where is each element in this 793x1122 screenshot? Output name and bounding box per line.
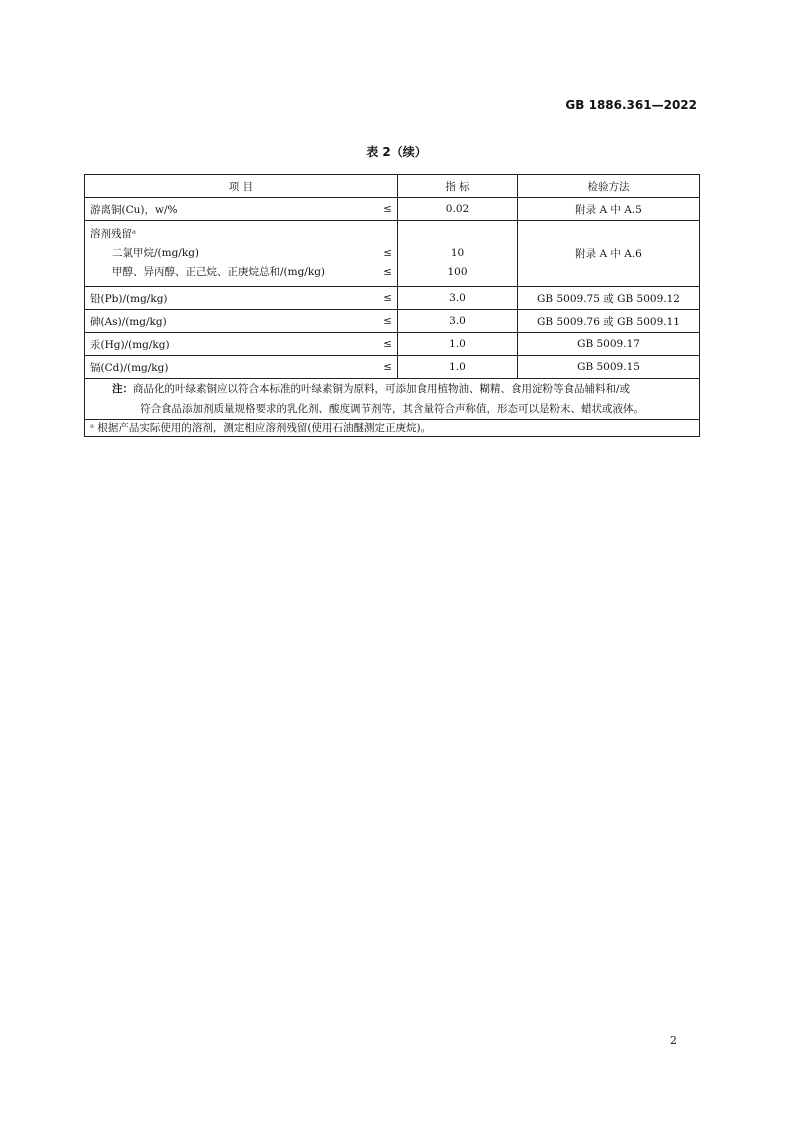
- method-cell: GB 5009.17: [518, 333, 700, 356]
- method-cell: 附录 A 中 A.6: [518, 221, 700, 287]
- standard-code: GB 1886.361—2022: [565, 98, 697, 112]
- method-cell: GB 5009.76 或 GB 5009.11: [518, 310, 700, 333]
- value-cell: 100: [447, 266, 468, 278]
- column-header-index: 指 标: [398, 175, 518, 198]
- item-cell: 溶剂残留ᵃ: [90, 228, 137, 240]
- table-footnote-row: [85, 420, 700, 437]
- table-row-lead: [85, 287, 700, 310]
- page-number: 2: [670, 1034, 677, 1047]
- value-cell: 1.0: [398, 356, 518, 379]
- le-symbol: ≤: [383, 247, 392, 259]
- method-cell: GB 5009.75 或 GB 5009.12: [518, 287, 700, 310]
- value-cell: 1.0: [398, 333, 518, 356]
- table-title: 表 2（续）: [366, 145, 427, 159]
- footnote-text: ᵃ 根据产品实际使用的溶剂，测定相应溶剂残留(使用石油醚测定正庚烷)。: [85, 420, 700, 437]
- sub-item-dichloromethane: 二氯甲烷/(mg/kg): [112, 247, 200, 259]
- le-symbol: ≤: [383, 266, 392, 278]
- value-cell: 0.02: [398, 198, 518, 221]
- le-symbol: ≤: [370, 333, 398, 356]
- le-symbol: ≤: [370, 310, 398, 333]
- value-cell: 3.0: [398, 287, 518, 310]
- table-header-row: [85, 175, 700, 198]
- le-symbol: ≤: [370, 198, 398, 221]
- table-row-cadmium: [85, 356, 700, 379]
- sub-item-solvent-sum: 甲醇、异丙醇、正己烷、正庚烷总和/(mg/kg): [112, 266, 326, 278]
- method-cell: 附录 A 中 A.5: [518, 198, 700, 221]
- item-cell: 汞(Hg)/(mg/kg): [85, 333, 370, 356]
- column-header-method: 检验方法: [518, 175, 700, 198]
- method-cell: GB 5009.15: [518, 356, 700, 379]
- specification-table: [84, 174, 700, 437]
- column-header-item: 项 目: [85, 175, 398, 198]
- table-row-copper: [85, 198, 700, 221]
- note-label: 注：: [112, 383, 133, 395]
- le-symbol: ≤: [370, 287, 398, 310]
- table-row-mercury: [85, 333, 700, 356]
- value-cell: 3.0: [398, 310, 518, 333]
- item-cell: 铅(Pb)/(mg/kg): [85, 287, 370, 310]
- item-cell: 镉(Cd)/(mg/kg): [85, 356, 370, 379]
- le-symbol: ≤: [370, 356, 398, 379]
- item-cell: 游离铜(Cu)，w/%: [85, 198, 370, 221]
- item-cell: 砷(As)/(mg/kg): [85, 310, 370, 333]
- table-row-arsenic: [85, 310, 700, 333]
- value-cell: 10: [450, 247, 465, 259]
- table-note-row: [85, 379, 700, 420]
- note-text-line1: 商品化的叶绿素铜应以符合本标准的叶绿素铜为原料，可添加食用植物油、糊精、食用淀粉等食品辅料和/或: [133, 383, 631, 395]
- note-text-line2: 符合食品添加剂质量规格要求的乳化剂、酸度调节剂等，其含量符合声称值，形态可以是粉末、蜡状或液体。: [140, 403, 644, 415]
- table-row-solvent-residue: [85, 221, 700, 287]
